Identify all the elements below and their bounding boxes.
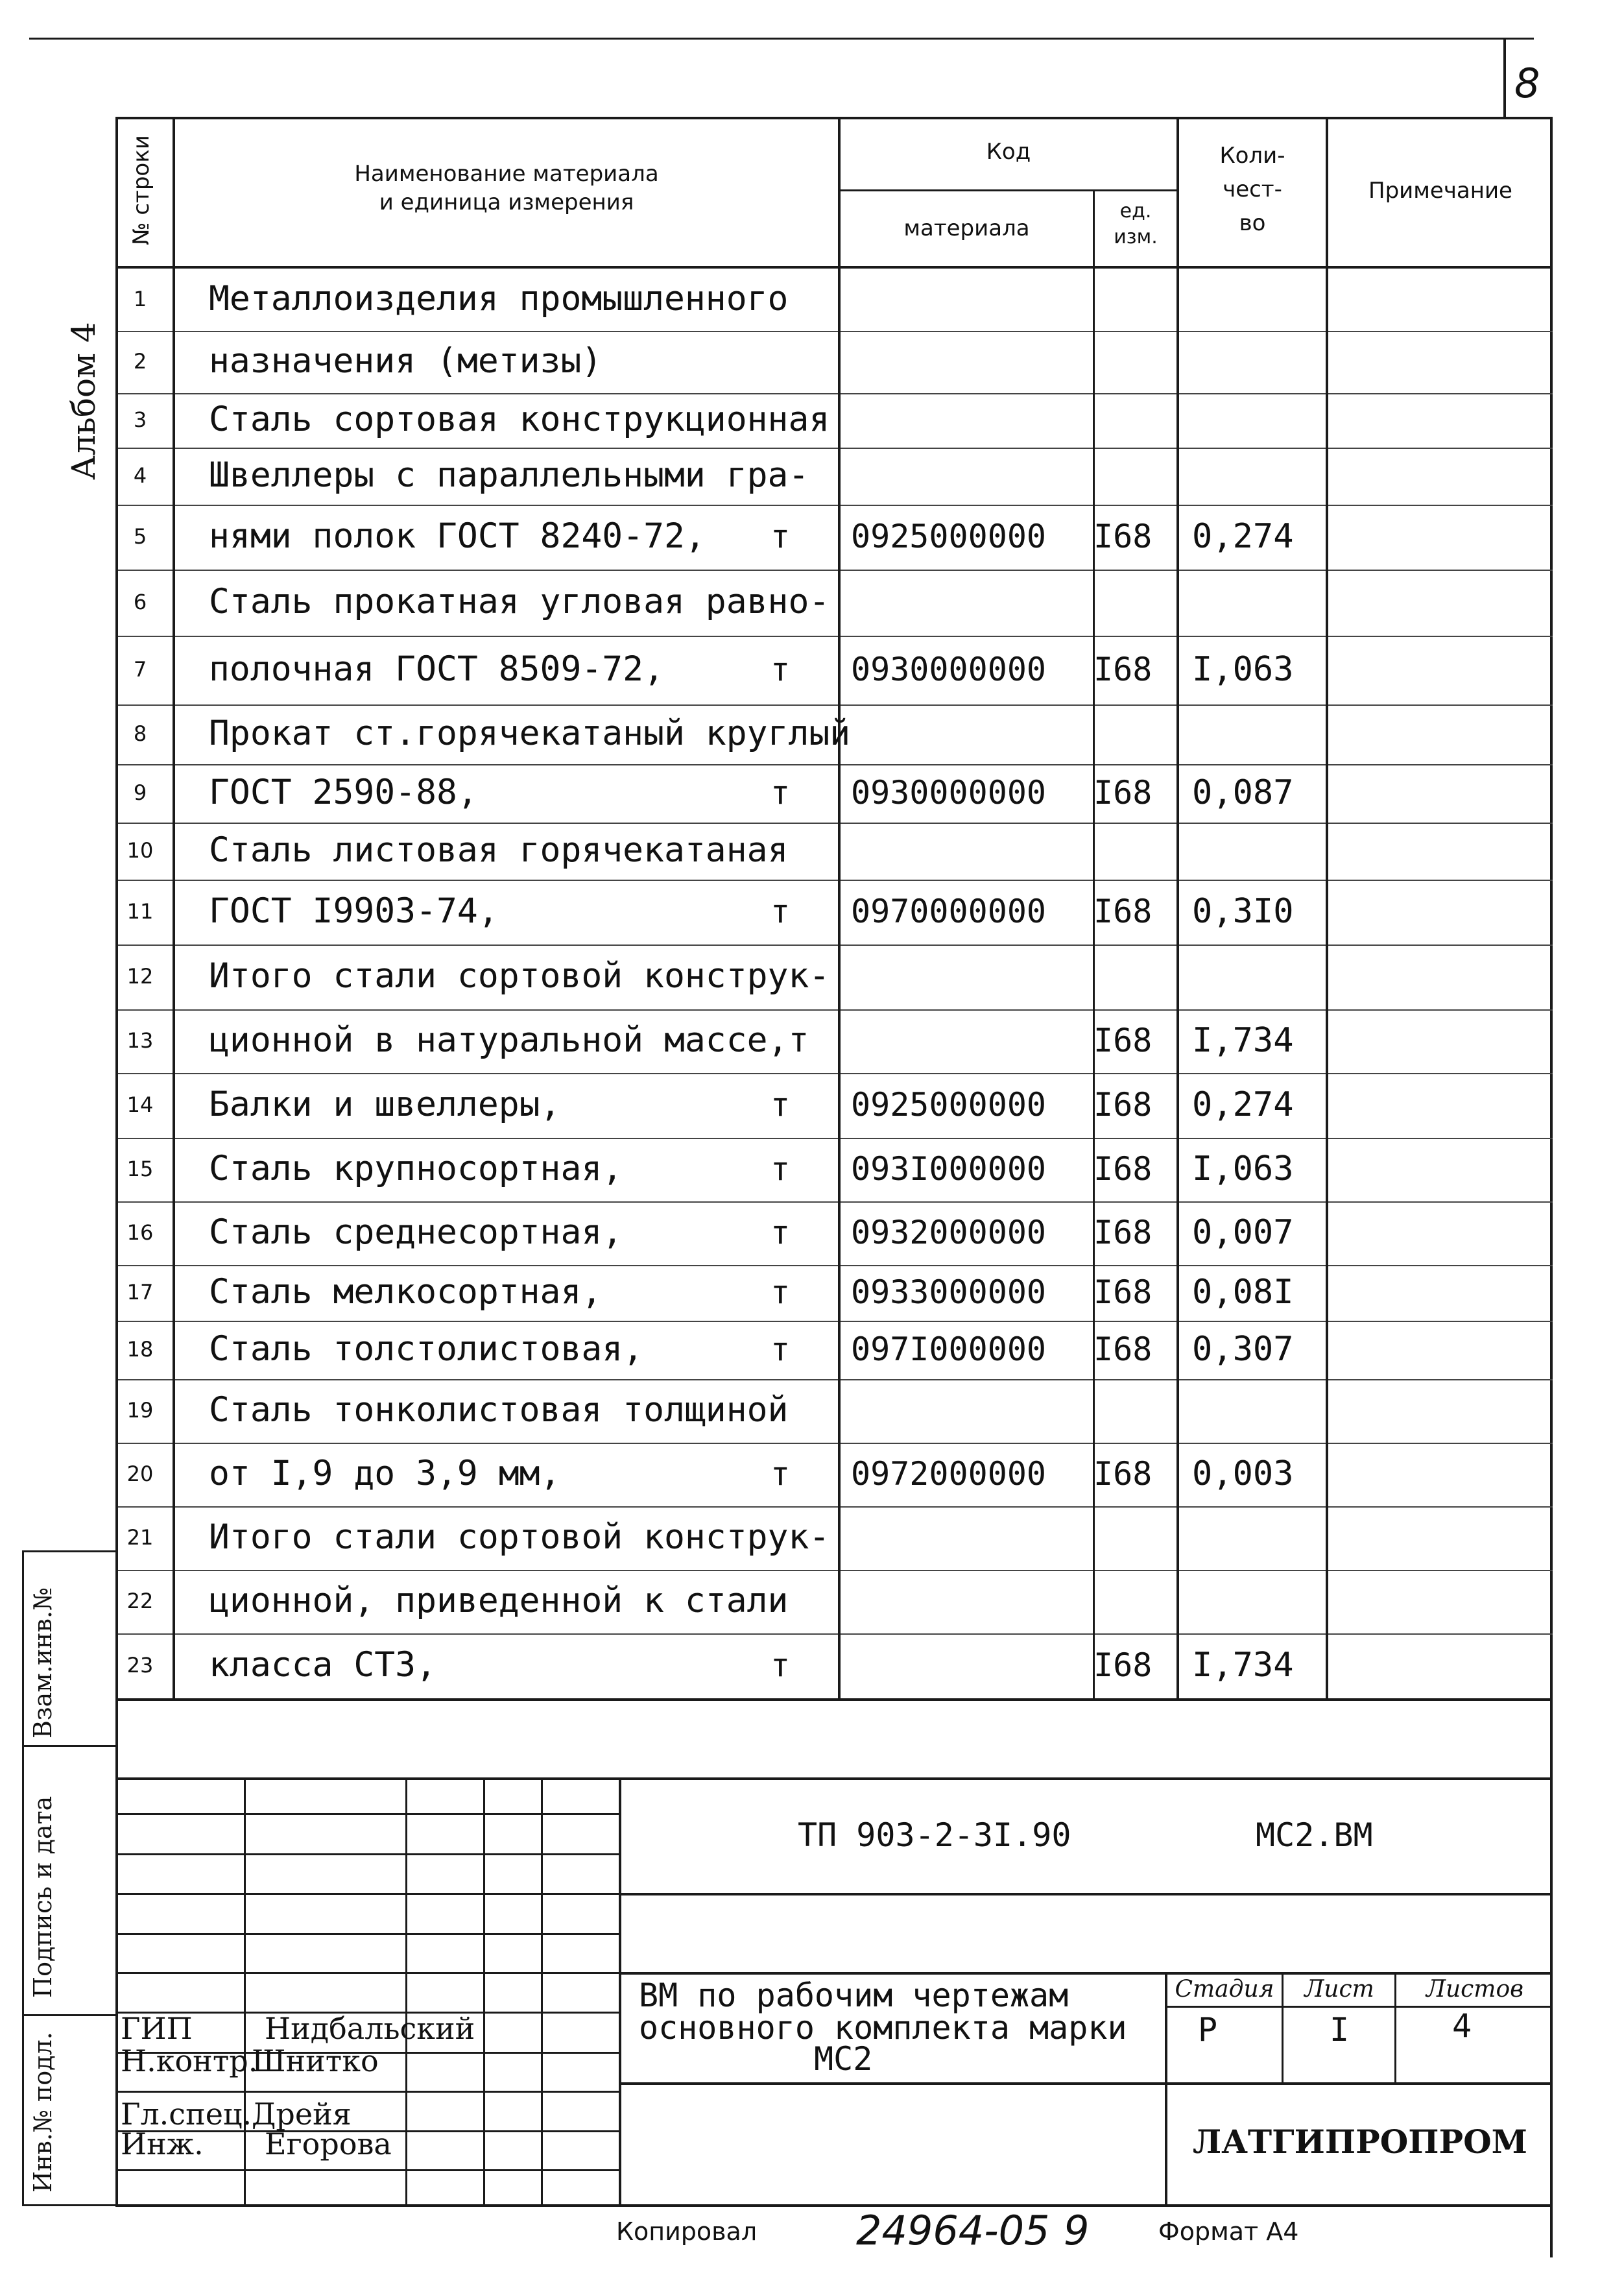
footer-copied: Копировал <box>616 2217 758 2246</box>
row-code: 0925000000 <box>851 517 1047 555</box>
sheets-value: 4 <box>1451 2007 1472 2045</box>
row-unit-code: I68 <box>1093 1149 1152 1188</box>
row-number: 3 <box>133 407 147 433</box>
row-number: 9 <box>133 780 147 806</box>
row-text: Сталь среднесортная, <box>209 1212 623 1252</box>
row-quantity: 0,274 <box>1192 1085 1294 1124</box>
row-quantity: 0,307 <box>1192 1329 1294 1369</box>
row-text: ГОСТ 2590-88, <box>209 772 478 812</box>
signer-name: Нидбальский <box>265 2011 475 2046</box>
row-number: 8 <box>133 721 147 747</box>
row-quantity: 0,08I <box>1192 1272 1294 1312</box>
row-text: Сталь сортовая конструкционная <box>209 399 830 439</box>
row-text: ционной, приведенной к стали <box>209 1580 789 1620</box>
row-quantity: I,063 <box>1192 649 1294 689</box>
row-quantity: 0,3I0 <box>1192 891 1294 931</box>
row-unit: т <box>770 517 791 555</box>
row-text: класса СТЗ, <box>209 1644 436 1685</box>
row-quantity: I,734 <box>1192 1020 1294 1060</box>
row-unit-code: I68 <box>1093 1021 1152 1059</box>
row-text: Металлоизделия промышленного <box>209 278 789 319</box>
row-code: 0972000000 <box>851 1454 1047 1493</box>
row-text: Сталь листовая горячекатаная <box>209 830 789 870</box>
row-number: 1 <box>133 287 147 312</box>
row-text: Сталь прокатная угловая равно- <box>209 581 830 621</box>
row-code: 0925000000 <box>851 1085 1047 1124</box>
row-code: 0932000000 <box>851 1213 1047 1251</box>
row-text: ГОСТ I9903-74, <box>209 891 499 931</box>
row-number: 7 <box>133 657 147 682</box>
row-text: Итого стали сортовой конструк- <box>209 1517 830 1557</box>
row-unit-code: I68 <box>1093 1646 1152 1684</box>
row-unit: т <box>770 1149 791 1188</box>
signer-role: Инж. <box>121 2126 204 2161</box>
row-quantity: 0,274 <box>1192 516 1294 556</box>
row-number: 5 <box>133 524 147 549</box>
row-code: 0930000000 <box>851 773 1047 812</box>
row-quantity: I,063 <box>1192 1149 1294 1188</box>
sheet-value: I <box>1329 2011 1350 2049</box>
footer-number-suffix: 9 <box>1064 2207 1090 2254</box>
row-code: 0930000000 <box>851 650 1047 688</box>
row-number: 17 <box>126 1280 154 1305</box>
row-code: 0970000000 <box>851 892 1047 930</box>
row-text: Сталь тонколистовая толщиной <box>209 1390 789 1430</box>
stage-value: Р <box>1197 2011 1218 2049</box>
header-note: Примечание <box>1368 178 1512 204</box>
row-number: 14 <box>126 1092 154 1118</box>
row-unit: т <box>770 1646 791 1684</box>
row-quantity: 0,087 <box>1192 773 1294 812</box>
row-quantity: 0,003 <box>1192 1454 1294 1493</box>
row-text: Сталь мелкосортная, <box>209 1271 603 1312</box>
row-text: Итого стали сортовой конструк- <box>209 956 830 996</box>
row-unit: т <box>770 1273 791 1311</box>
doc-title-line3: МС2 <box>814 2040 873 2078</box>
row-number: 21 <box>126 1525 154 1550</box>
row-number: 6 <box>133 590 147 615</box>
row-text: назначения (метизы) <box>209 341 603 381</box>
row-quantity: 0,007 <box>1192 1212 1294 1252</box>
row-number: 16 <box>126 1220 154 1245</box>
signer-role: ГИП <box>121 2011 193 2046</box>
row-code: 093I000000 <box>851 1149 1047 1188</box>
row-unit-code: I68 <box>1093 1454 1152 1493</box>
row-text: ционной в натуральной массе,т <box>209 1020 809 1060</box>
row-code: 0933000000 <box>851 1273 1047 1311</box>
row-number: 19 <box>126 1398 154 1423</box>
row-number: 4 <box>133 463 147 488</box>
row-quantity: I,734 <box>1192 1645 1294 1685</box>
row-number: 18 <box>126 1337 154 1362</box>
row-unit-code: I68 <box>1093 1273 1152 1311</box>
row-unit: т <box>770 892 791 930</box>
row-text: Сталь крупносортная, <box>209 1148 623 1188</box>
row-unit-code: I68 <box>1093 773 1152 812</box>
row-text: Швеллеры с параллельными гра- <box>209 455 809 495</box>
signer-role: Гл.спец. <box>121 2097 252 2132</box>
doc-title-line1: ВМ по рабочим чертежам <box>639 1977 1069 2014</box>
side-label-vzam: Взам.инв.№ <box>29 1587 57 1739</box>
row-unit: т <box>770 1085 791 1124</box>
side-label-inv-orig: Инв.№ подл. <box>29 2032 57 2193</box>
header-name: Наименование материала и единица измерения <box>354 161 659 215</box>
signer-name: Егорова <box>265 2126 392 2161</box>
row-number: 15 <box>126 1157 154 1182</box>
row-unit-code: I68 <box>1093 1330 1152 1368</box>
header-code-material: материала <box>903 215 1030 241</box>
row-number: 22 <box>126 1589 154 1614</box>
footer-number: 24964-05 <box>856 2207 1050 2254</box>
row-number: 12 <box>126 964 154 989</box>
row-code: 097I000000 <box>851 1330 1047 1368</box>
page-number: 8 <box>1514 60 1540 107</box>
doc-code: ТП 903-2-3I.90 <box>798 1816 1071 1854</box>
row-unit: т <box>770 1454 791 1493</box>
header-code: Код <box>986 139 1031 165</box>
row-unit: т <box>770 1213 791 1251</box>
row-number: 10 <box>126 838 154 863</box>
row-unit-code: I68 <box>1093 1213 1152 1251</box>
row-number: 20 <box>126 1462 154 1487</box>
row-unit-code: I68 <box>1093 650 1152 688</box>
header-quantity: Коли- чест- во <box>1219 143 1285 236</box>
doc-title-line2: основного комплекта марки <box>639 2009 1127 2047</box>
stage-label: Стадия <box>1175 1976 1274 2003</box>
row-number: 11 <box>126 899 154 924</box>
row-unit: т <box>770 773 791 812</box>
row-unit-code: I68 <box>1093 517 1152 555</box>
row-unit-code: I68 <box>1093 892 1152 930</box>
doc-mark: МС2.ВМ <box>1256 1816 1373 1854</box>
row-unit: т <box>770 1330 791 1368</box>
signer-name: Шнитко <box>252 2043 379 2078</box>
header-row-no: № строки <box>128 135 154 245</box>
row-text: полочная ГОСТ 8509-72, <box>209 649 664 689</box>
row-text: Сталь толстолистовая, <box>209 1329 644 1369</box>
organization: ЛАТГИПРОПРОМ <box>1193 2123 1527 2161</box>
row-text: Прокат ст.горячекатаный круглый <box>209 713 851 753</box>
row-number: 23 <box>126 1653 154 1678</box>
row-text: от I,9 до 3,9 мм, <box>209 1453 561 1493</box>
side-label-sign-date: Подпись и дата <box>29 1796 57 1998</box>
sheets-label: Листов <box>1426 1976 1524 2003</box>
row-unit: т <box>770 650 791 688</box>
sheet-label: Лист <box>1304 1976 1374 2003</box>
row-text: Балки и швеллеры, <box>209 1084 561 1124</box>
row-unit-code: I68 <box>1093 1085 1152 1124</box>
row-text: нями полок ГОСТ 8240-72, <box>209 516 706 556</box>
header-code-unit: ед. изм. <box>1114 200 1158 248</box>
signer-name: Дрейя <box>252 2097 352 2132</box>
signer-role: Н.контр. <box>121 2043 258 2078</box>
footer-format: Формат А4 <box>1158 2217 1299 2246</box>
row-number: 13 <box>126 1028 154 1053</box>
row-number: 2 <box>133 349 147 374</box>
album-label: Альбом 4 <box>65 322 102 480</box>
